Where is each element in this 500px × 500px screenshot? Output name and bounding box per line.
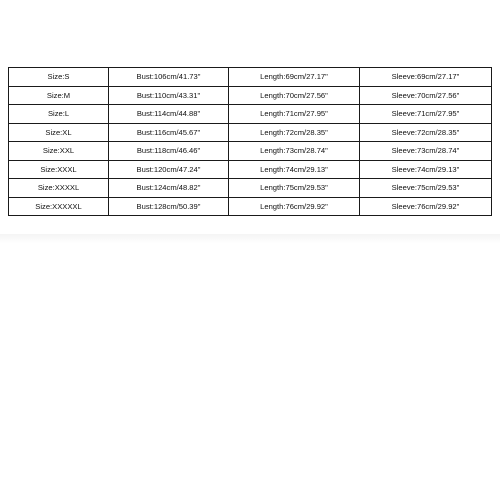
sleeve-cell: Sleeve:75cm/29.53"	[360, 179, 492, 198]
table-row	[9, 123, 492, 142]
table-row	[9, 197, 492, 216]
length-cell: Length:75cm/29.53"	[229, 179, 360, 198]
sleeve-cell: Sleeve:73cm/28.74"	[360, 142, 492, 161]
length-cell: Length:73cm/28.74"	[229, 142, 360, 161]
bust-cell: Bust:120cm/47.24"	[109, 160, 229, 179]
size-cell: Size:XXXXXL	[9, 197, 109, 216]
table-row	[9, 68, 492, 87]
length-cell: Length:70cm/27.56"	[229, 86, 360, 105]
length-cell: Length:72cm/28.35"	[229, 123, 360, 142]
table-row	[9, 179, 492, 198]
length-cell: Length:71cm/27.95"	[229, 105, 360, 124]
sleeve-cell: Sleeve:70cm/27.56"	[360, 86, 492, 105]
length-cell: Length:76cm/29.92"	[229, 197, 360, 216]
sleeve-cell: Sleeve:74cm/29.13"	[360, 160, 492, 179]
table-row	[9, 142, 492, 161]
sleeve-cell: Sleeve:76cm/29.92"	[360, 197, 492, 216]
table-row	[9, 105, 492, 124]
size-cell: Size:S	[9, 68, 109, 87]
size-cell: Size:XXL	[9, 142, 109, 161]
size-cell: Size:XL	[9, 123, 109, 142]
bust-cell: Bust:116cm/45.67"	[109, 123, 229, 142]
size-cell: Size:XXXXL	[9, 179, 109, 198]
panel-bottom-shadow	[0, 234, 500, 244]
length-cell: Length:74cm/29.13"	[229, 160, 360, 179]
size-chart-table	[8, 67, 492, 216]
size-cell: Size:XXXL	[9, 160, 109, 179]
table-row	[9, 86, 492, 105]
size-cell: Size:M	[9, 86, 109, 105]
sleeve-cell: Sleeve:69cm/27.17"	[360, 68, 492, 87]
bust-cell: Bust:110cm/43.31"	[109, 86, 229, 105]
bust-cell: Bust:128cm/50.39"	[109, 197, 229, 216]
sleeve-cell: Sleeve:71cm/27.95"	[360, 105, 492, 124]
length-cell: Length:69cm/27.17"	[229, 68, 360, 87]
bust-cell: Bust:114cm/44.88"	[109, 105, 229, 124]
bust-cell: Bust:106cm/41.73"	[109, 68, 229, 87]
table-row	[9, 160, 492, 179]
bust-cell: Bust:124cm/48.82"	[109, 179, 229, 198]
sleeve-cell: Sleeve:72cm/28.35"	[360, 123, 492, 142]
bust-cell: Bust:118cm/46.46"	[109, 142, 229, 161]
size-cell: Size:L	[9, 105, 109, 124]
